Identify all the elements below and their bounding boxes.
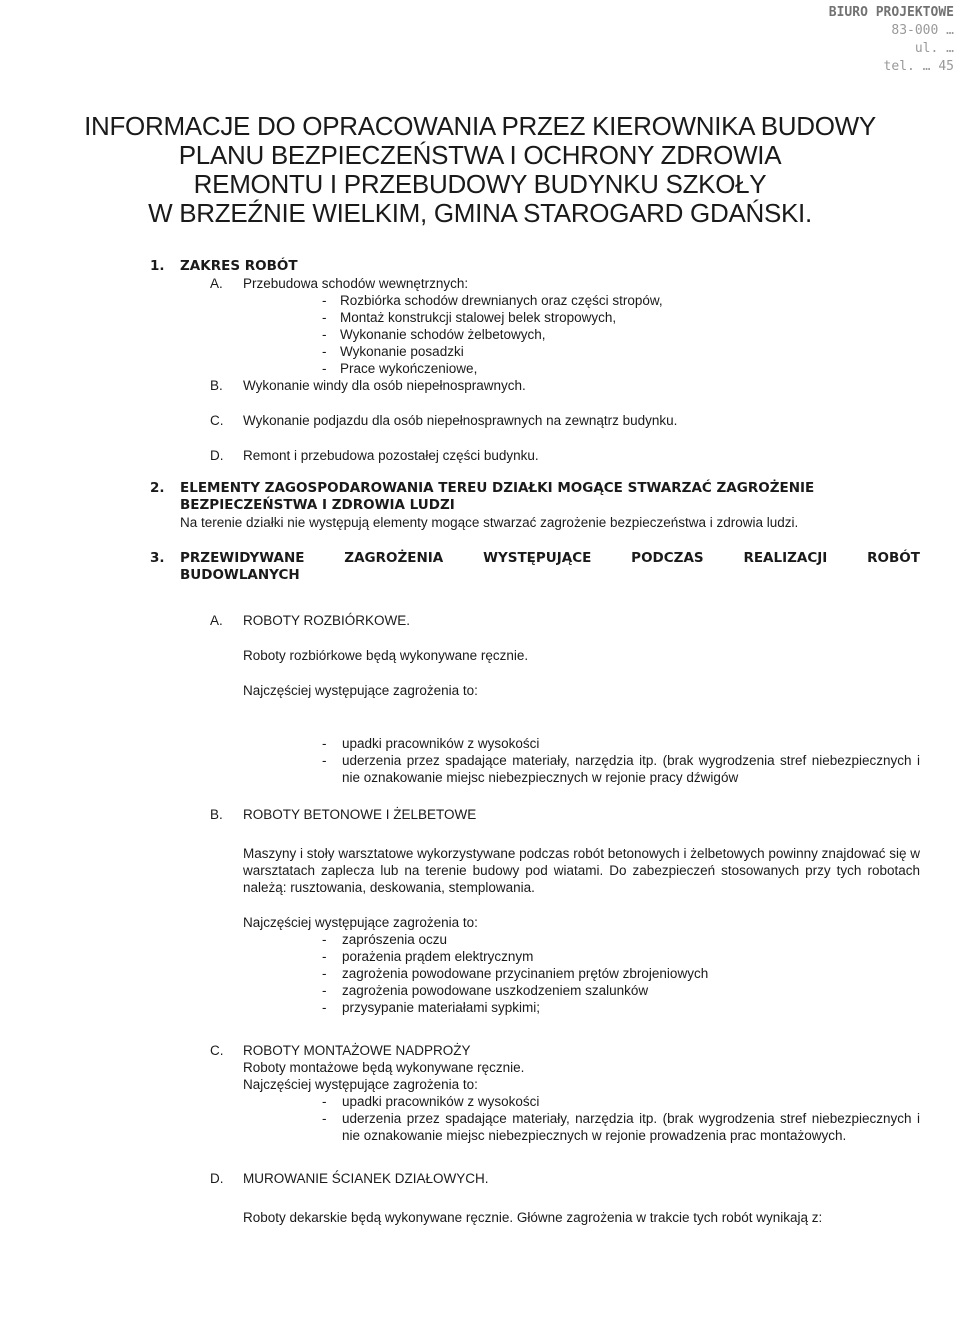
paragraph: Roboty dekarskie będą wykonywane ręcznie. Główne zagrożenia w trakcie tych robót wynikają z: — [243, 1210, 823, 1225]
item-text: Wykonanie windy dla osób niepełnosprawnych. — [243, 378, 526, 393]
heading-word: PODCZAS — [631, 550, 704, 566]
heading-word: ROBÓT — [867, 550, 920, 566]
item-letter: C. — [210, 1043, 224, 1058]
document-title — [0, 112, 960, 228]
list-item: - Prace wykończeniowe, — [150, 360, 920, 377]
section-2-heading-cont: BEZPIECZEŃSTWA I ZDROWIA LUDZI — [180, 497, 455, 513]
company-stamp — [739, 4, 954, 94]
paragraph: Roboty montażowe będą wykonywane ręcznie. — [243, 1060, 525, 1075]
list-item: - Wykonanie schodów żelbetowych, — [150, 326, 920, 343]
section-title: ZAKRES ROBÓT — [180, 258, 298, 274]
item-text: Wykonanie podjazdu dla osób niepełnosprawnych na zewnątrz budynku. — [243, 413, 678, 428]
item-c — [150, 412, 920, 429]
item-a — [150, 275, 920, 292]
item-letter: A. — [210, 613, 223, 628]
title-line: REMONTU I PRZEBUDOWY BUDYNKU SZKOŁY — [193, 169, 767, 199]
subsection-b-title — [150, 806, 920, 823]
list-item: - zaprószenia oczu — [150, 931, 920, 948]
stamp-line: ul. … — [914, 41, 954, 56]
stamp-line: BIURO PROJEKTOWE — [828, 5, 954, 20]
list-item: - Montaż konstrukcji stalowej belek stropowych, — [150, 309, 920, 326]
list-item: - zagrożenia powodowane przycinaniem prętów zbrojeniowych — [150, 965, 920, 982]
document-body — [150, 258, 920, 1226]
paragraph: Roboty rozbiórkowe będą wykonywane ręcznie. — [243, 648, 529, 663]
list-item: - uderzenia przez spadające materiały, narzędzia itp. (brak wygrodzenia stref niebezpiecznych i nie oznakowanie miejsc niebezpiecznych w rejonie pracy dźwigów — [150, 752, 920, 786]
list-item: - zagrożenia powodowane uszkodzeniem szalunków — [150, 982, 920, 999]
item-text: ROBOTY ROZBIÓRKOWE. — [243, 613, 411, 628]
subsection-c-title — [150, 1042, 920, 1059]
heading-word: REALIZACJI — [743, 550, 828, 566]
heading-word: ZAGROŻENIA — [344, 550, 444, 566]
section-number: 3. — [150, 550, 165, 566]
paragraph: Najczęściej występujące zagrożenia to: — [243, 915, 478, 930]
list-item: - Wykonanie posadzki — [150, 343, 920, 360]
item-text: Remont i przebudowa pozostałej części budynku. — [243, 448, 539, 463]
section-2-text: Na terenie działki nie występują elementy mogące stwarzać zagrożenie bezpieczeństwa i zdrowia ludzi. — [180, 515, 799, 530]
section-3-heading — [150, 550, 920, 567]
stamp-line: 83-000 … — [891, 23, 954, 38]
item-b — [150, 377, 920, 394]
paragraph: Najczęściej występujące zagrożenia to: — [243, 683, 478, 698]
list-item: - porażenia prądem elektrycznym — [150, 948, 920, 965]
heading-word: WYSTĘPUJĄCE — [483, 550, 592, 566]
item-letter: C. — [210, 413, 224, 428]
item-letter: B. — [210, 378, 223, 393]
subsection-d-title — [150, 1170, 920, 1187]
section-title: ELEMENTY ZAGOSPODAROWANIA TEREU DZIAŁKI MOGĄCE STWARZAĆ ZAGROŻENIE — [180, 480, 815, 496]
section-3-heading-cont: BUDOWLANYCH — [180, 567, 300, 583]
section-2-heading — [150, 480, 920, 497]
list-item: - upadki pracowników z wysokości — [150, 735, 920, 752]
item-letter: D. — [210, 1171, 224, 1186]
item-d — [150, 447, 920, 464]
item-letter: B. — [210, 807, 223, 822]
title-line: W BRZEŹNIE WIELKIM, GMINA STAROGARD GDAŃSKI. — [148, 198, 812, 228]
section-number: 1. — [150, 258, 165, 274]
section-title — [150, 550, 920, 567]
heading-word: PRZEWIDYWANE — [180, 550, 305, 566]
item-text: Przebudowa schodów wewnętrznych: — [243, 276, 469, 291]
list-item: - Rozbiórka schodów drewnianych oraz części stropów, — [150, 292, 920, 309]
list-item: - przysypanie materiałami sypkimi; — [150, 999, 920, 1016]
stamp-line: tel. … 45 — [883, 59, 954, 74]
list-item: - upadki pracowników z wysokości — [150, 1093, 920, 1110]
title-line: PLANU BEZPIECZEŃSTWA I OCHRONY ZDROWIA — [178, 140, 782, 170]
paragraph: Maszyny i stoły warsztatowe wykorzystywane podczas robót betonowych i żelbetowych powinny znajdować się w warsztatach zaplecza lub na terenie budowy pod wiatami. Do zabezpieczeń stosowanych przy tych robotach należą: rusztowania, deskowania, stemplowania. — [243, 846, 920, 895]
section-number: 2. — [150, 480, 165, 496]
title-line: INFORMACJE DO OPRACOWANIA PRZEZ KIEROWNIKA BUDOWY — [84, 111, 876, 141]
paragraph: Najczęściej występujące zagrożenia to: — [243, 1077, 478, 1092]
item-text: ROBOTY MONTAŻOWE NADPROŻY — [243, 1043, 471, 1058]
subsection-a-title — [150, 612, 920, 629]
item-letter: D. — [210, 448, 224, 463]
section-1-heading — [150, 258, 920, 275]
item-text: ROBOTY BETONOWE I ŻELBETOWE — [243, 807, 477, 822]
list-item: - uderzenia przez spadające materiały, narzędzia itp. (brak wygrodzenia stref niebezpiecznych i nie oznakowanie miejsc niebezpiecznych w rejonie prowadzenia prac montażowych. — [150, 1110, 920, 1144]
item-text: MUROWANIE ŚCIANEK DZIAŁOWYCH. — [243, 1171, 489, 1186]
item-letter: A. — [210, 276, 223, 291]
